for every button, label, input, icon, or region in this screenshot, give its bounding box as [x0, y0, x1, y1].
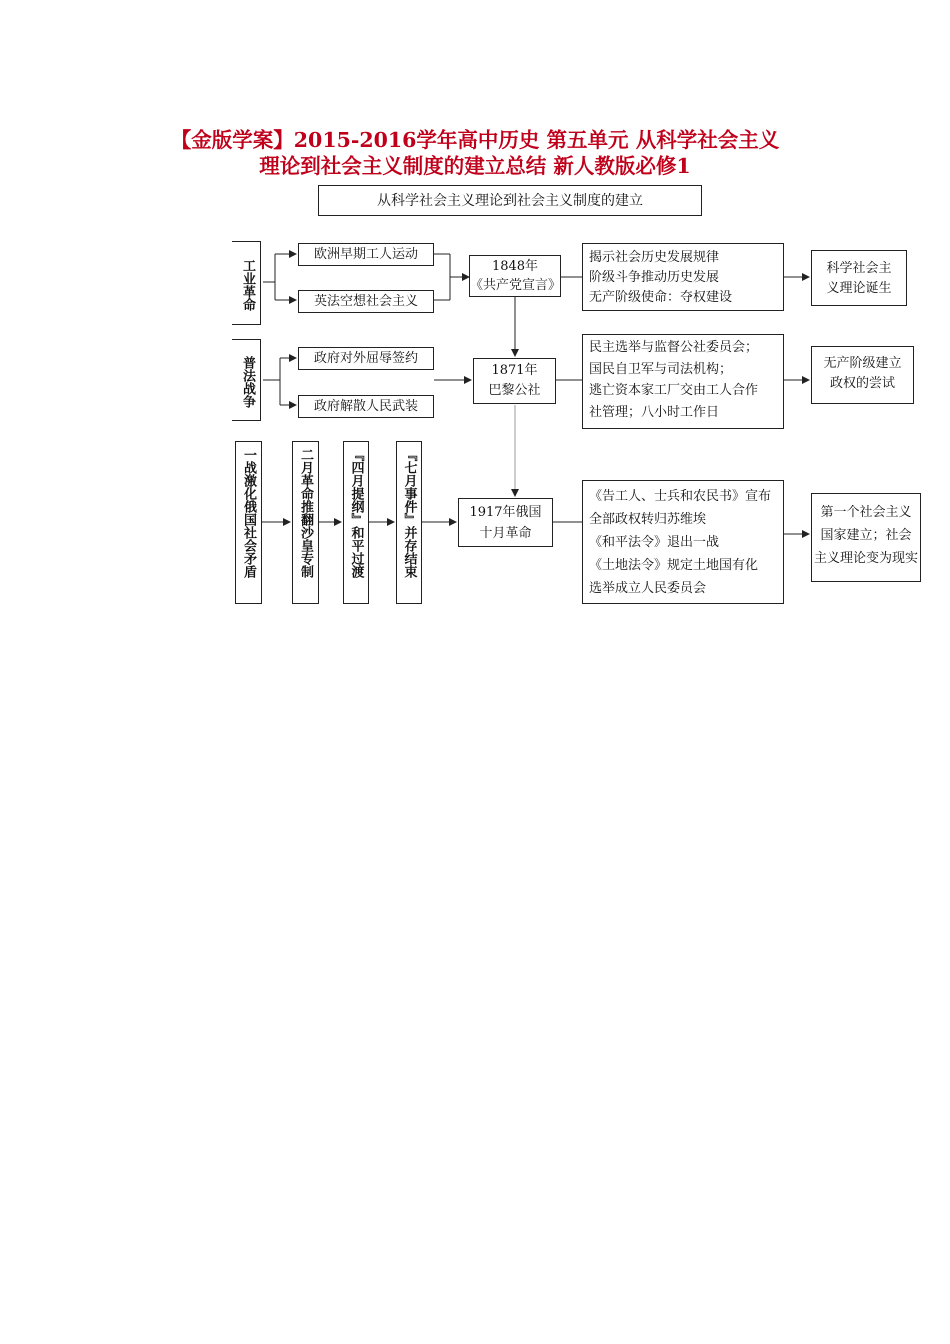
row3-cause-box	[396, 441, 422, 604]
row3-detail: 《土地法令》规定土地国有化	[589, 558, 759, 573]
row1-event-year: 1848年	[491, 259, 539, 274]
diagram-header: 从科学社会主义理论到社会主义制度的建立	[377, 192, 643, 209]
row3-cause-box	[292, 441, 319, 604]
row2-factor2-box	[298, 395, 434, 418]
row3-event-line: 1917年俄国	[469, 505, 542, 520]
row3-cause: 一战激化俄国社会矛盾	[241, 448, 256, 578]
document-title-line-1: 【金版学案】2015-2016学年高中历史 第五单元 从科学社会主义	[170, 128, 780, 152]
row3-cause-box	[235, 441, 262, 604]
row3-result-line: 主义理论变为现实	[813, 551, 918, 566]
row3-detail: 选举成立人民委员会	[589, 581, 707, 596]
diagram-header-box	[318, 185, 702, 216]
row2-detail: 国民自卫军与司法机构；	[589, 361, 733, 377]
row3-cause: 『七月事件』并存结束	[401, 448, 417, 578]
row3-cause: 『四月提纲』和平过渡	[348, 448, 364, 578]
row3-cause-box	[343, 441, 369, 604]
row2-factor1: 政府对外屈辱签约	[313, 350, 418, 366]
row1-result-line: 义理论诞生	[826, 281, 892, 296]
row1-factor1: 欧洲早期工人运动	[313, 246, 418, 262]
row1-cause: 工业革命	[240, 259, 255, 311]
row1-event-box	[469, 255, 561, 297]
row2-result-line: 政权的尝试	[829, 376, 895, 391]
row1-detail: 无产阶级使命：夺权建设	[589, 290, 733, 305]
row1-factor2-box	[298, 290, 434, 313]
row3-details-box	[582, 480, 784, 604]
row3-event-line: 十月革命	[479, 526, 532, 541]
row3-result-line: 第一个社会主义	[820, 505, 912, 520]
row2-event-box	[473, 358, 556, 404]
row2-detail: 社管理；八小时工作日	[589, 404, 720, 420]
row2-result-box	[811, 346, 914, 404]
row1-detail: 阶级斗争推动历史发展	[589, 270, 720, 285]
row2-factor1-box	[298, 347, 434, 370]
row1-event-name: 《共产党宣言》	[470, 278, 562, 293]
document-title-line-2: 理论到社会主义制度的建立总结 新人教版必修1	[259, 154, 691, 178]
row3-detail: 《告工人、士兵和农民书》宣布	[589, 489, 772, 504]
row1-factor2: 英法空想社会主义	[313, 293, 418, 309]
row3-result-line: 国家建立；社会	[820, 528, 912, 543]
row3-cause: 二月革命推翻沙皇专制	[298, 448, 313, 578]
row2-event-name: 巴黎公社	[488, 383, 541, 398]
row1-details-box	[582, 243, 784, 311]
row1-result-line: 科学社会主	[826, 261, 892, 276]
row3-detail: 全部政权转归苏维埃	[589, 512, 707, 527]
row2-details-box	[582, 334, 784, 429]
row2-detail: 民主选举与监督公社委员会；	[589, 340, 759, 355]
row3-event-box	[458, 498, 553, 547]
row1-factor1-box	[298, 243, 434, 266]
row1-detail: 揭示社会历史发展规律	[589, 250, 720, 265]
row3-result-box	[811, 493, 921, 582]
row2-factor2: 政府解散人民武装	[313, 398, 418, 414]
row2-cause: 普法战争	[240, 356, 255, 408]
row2-event-year: 1871年	[491, 363, 538, 378]
row3-detail: 《和平法令》退出一战	[589, 535, 720, 550]
row2-detail: 逃亡资本家工厂交由工人合作	[589, 383, 759, 398]
row2-result-line: 无产阶级建立	[823, 356, 902, 371]
row1-result-box	[811, 250, 907, 306]
